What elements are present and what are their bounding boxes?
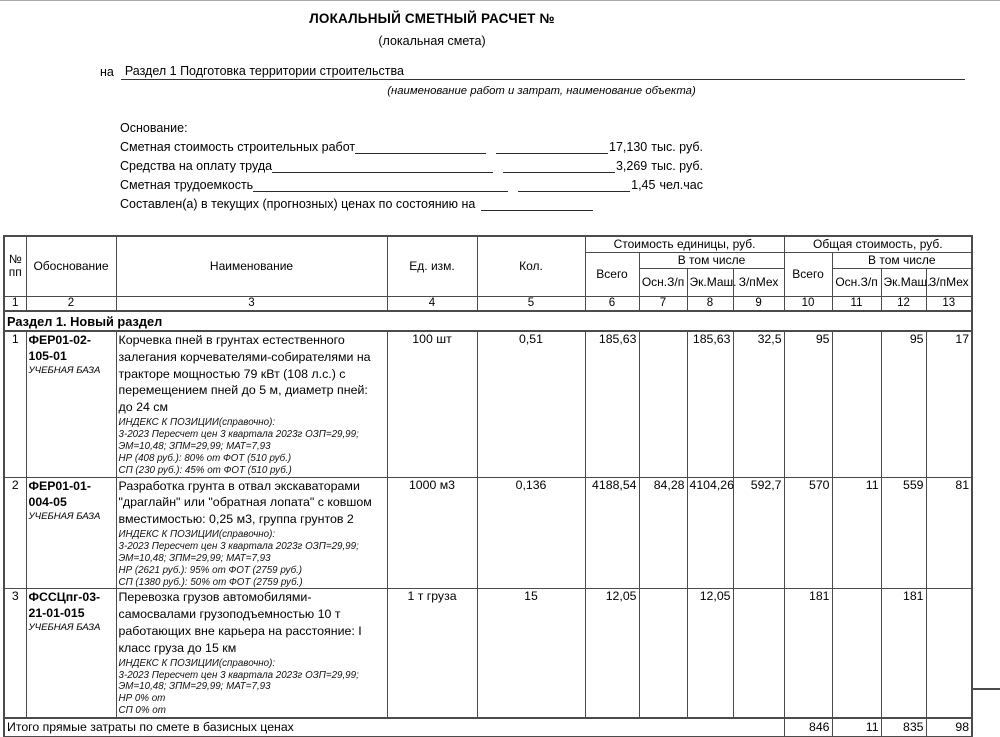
header-unit-ek-mash: Эк.Маш. — [687, 268, 733, 296]
header-unit-including: В том числе — [639, 252, 784, 268]
unit-cost-ek-mash: 185,63 — [687, 331, 733, 477]
row-name-cell — [116, 589, 387, 718]
underline-blank — [355, 138, 486, 154]
col-number: 13 — [926, 296, 972, 311]
row-number: 1 — [4, 331, 26, 477]
totals-osn-zp: 11 — [832, 718, 881, 736]
page-subtitle: (локальная смета) — [378, 34, 486, 48]
header-overall-ek-mash: Эк.Маш. — [881, 268, 926, 296]
col-number: 12 — [881, 296, 926, 311]
basis-line-cost — [120, 138, 703, 157]
unit-cost-osn-zp — [639, 331, 687, 477]
table-row — [4, 477, 972, 589]
basis-value: 17,130 — [609, 140, 648, 154]
unit-cost-ek-mash: 4104,26 — [687, 477, 733, 589]
total-cost-total: 570 — [784, 477, 832, 589]
basis-label: Составлен(а) в текущих (прогнозных) ценах по состоянию на — [120, 197, 476, 211]
unit-cost-zp-mekh: 592,7 — [733, 477, 784, 589]
col-number: 6 — [585, 296, 639, 311]
index-note: ИНДЕКС К ПОЗИЦИИ(справочно): — [118, 528, 276, 540]
totals-total: 846 — [784, 718, 832, 736]
row-number: 3 — [4, 589, 26, 718]
header-unit-osn-zp: Осн.З/п — [639, 268, 687, 296]
underline-blank — [481, 195, 593, 211]
unit-cost-zp-mekh: 32,5 — [733, 331, 784, 477]
object-row — [100, 64, 965, 80]
row-code: ФЕР01-02-105-01 — [28, 333, 91, 363]
unit-cost-ek-mash: 12,05 — [687, 589, 733, 718]
unit-cost-total: 12,05 — [585, 589, 639, 718]
basis-line-labor-pay — [120, 157, 703, 176]
basis-label: Сметная стоимость строительных работ — [120, 140, 356, 154]
unit-cost-osn-zp — [639, 589, 687, 718]
total-cost-total: 95 — [784, 331, 832, 477]
sp-note: СП (1380 руб.): 50% от ФОТ (2759 руб.) — [118, 576, 303, 588]
basis-unit: тыс. руб. — [651, 140, 703, 154]
basis-value: 3,269 — [615, 159, 648, 173]
underline-blank — [253, 176, 508, 192]
basis-unit: тыс. руб. — [651, 159, 703, 173]
table-row — [4, 589, 972, 718]
recalc-note: 3-2023 Пересчет цен 3 квартала 2023г ОЗП=29,99; ЭМ=10,48; ЗПМ=29,99; МАТ=7,93 — [118, 669, 359, 693]
col-number: 10 — [784, 296, 832, 311]
total-cost-osn-zp — [832, 331, 881, 477]
index-note: ИНДЕКС К ПОЗИЦИИ(справочно): — [118, 657, 276, 669]
recalc-note: 3-2023 Пересчет цен 3 квартала 2023г ОЗП=29,99; ЭМ=10,48; ЗПМ=29,99; МАТ=7,93 — [118, 540, 359, 564]
work-name: Перевозка грузов автомобилями-самосвалами грузоподъемностью 10 т работающих вне карьера на расстояние: I класс груза до 15 км — [118, 590, 362, 655]
col-number: 2 — [26, 296, 116, 311]
basis-value: 1,45 — [631, 178, 656, 192]
header-unit-total: Всего — [585, 252, 639, 296]
nr-note: НР (2621 руб.): 95% от ФОТ (2759 руб.) — [118, 564, 303, 576]
total-cost-ek-mash: 95 — [881, 331, 926, 477]
basis-label: Средства на оплату труда — [120, 159, 273, 173]
basis-line-compiled-date — [120, 195, 703, 214]
unit-cell: 100 шт — [387, 331, 477, 477]
header-col-qty: Кол. — [477, 236, 585, 296]
col-number: 5 — [477, 296, 585, 311]
header-col-unit: Ед. изм. — [387, 236, 477, 296]
row-number: 2 — [4, 477, 26, 589]
unit-cell: 1000 м3 — [387, 477, 477, 589]
sp-note: СП (230 руб.): 45% от ФОТ (510 руб.) — [118, 464, 292, 476]
table-row — [4, 331, 972, 477]
col-number: 3 — [116, 296, 387, 311]
row-code-note: УЧЕБНАЯ БАЗА — [28, 622, 101, 634]
page-title: ЛОКАЛЬНЫЙ СМЕТНЫЙ РАСЧЕТ № — [309, 11, 555, 26]
unit-cost-osn-zp: 84,28 — [639, 477, 687, 589]
row-name-cell — [116, 331, 387, 477]
object-name: Раздел 1 Подготовка территории строительства — [121, 64, 965, 80]
basis-line-labor-intensity — [120, 176, 703, 195]
column-numbers-row — [4, 296, 972, 311]
header-overall-including: В том числе — [832, 252, 972, 268]
work-name: Корчевка пней в грунтах естественного залегания корчевателями-собирателями на тракторе мощностью 79 кВт (108 л.с.) с перемещением пней до 5 м, диаметр пней: до 24 см — [118, 333, 371, 415]
total-cost-zp-mekh — [926, 589, 972, 718]
totals-ek-mash: 835 — [881, 718, 926, 736]
nr-note: НР 0% от — [118, 693, 166, 705]
recalc-note: 3-2023 Пересчет цен 3 квартала 2023г ОЗП=29,99; ЭМ=10,48; ЗПМ=29,99; МАТ=7,93 — [118, 428, 359, 452]
underline-blank — [503, 157, 615, 173]
total-cost-osn-zp: 11 — [832, 477, 881, 589]
row-name-cell — [116, 477, 387, 589]
row-justification — [26, 589, 116, 718]
totals-label-cell — [4, 718, 784, 736]
total-cost-ek-mash: 559 — [881, 477, 926, 589]
object-caption: (наименование работ и затрат, наименование объекта) — [387, 85, 696, 97]
unit-cost-total: 185,63 — [585, 331, 639, 477]
header-overall-zp-mekh: З/пМех — [926, 268, 972, 296]
estimate-table — [3, 235, 973, 737]
header-col-no: № пп — [4, 236, 26, 296]
underline-blank — [496, 138, 608, 154]
header-col-name: Наименование — [116, 236, 387, 296]
unit-cost-total: 4188,54 — [585, 477, 639, 589]
header-col-justification: Обоснование — [26, 236, 116, 296]
basis-label: Сметная трудоемкость — [120, 178, 254, 192]
row-code: ФЕР01-01-004-05 — [28, 478, 91, 509]
row-code-note: УЧЕБНАЯ БАЗА — [28, 510, 101, 522]
totals-rule-extension — [973, 688, 1000, 690]
header-total-cost-group: Общая стоимость, руб. — [784, 236, 972, 252]
total-cost-ek-mash: 181 — [881, 589, 926, 718]
row-justification — [26, 477, 116, 589]
underline-blank — [518, 176, 630, 192]
col-number: 9 — [733, 296, 784, 311]
section-title: Раздел 1. Новый раздел — [4, 311, 972, 331]
header-unit-zp-mekh: З/пМех — [733, 268, 784, 296]
basis-block — [120, 119, 703, 214]
totals-label: Итого прямые затраты по смете в базисных ценах — [7, 720, 294, 735]
total-cost-zp-mekh: 81 — [926, 477, 972, 589]
sp-note: СП 0% от — [118, 705, 166, 717]
col-number: 11 — [832, 296, 881, 311]
col-number: 4 — [387, 296, 477, 311]
index-note: ИНДЕКС К ПОЗИЦИИ(справочно): — [118, 416, 276, 428]
qty-cell: 0,51 — [477, 331, 585, 477]
basis-unit: чел.час — [659, 178, 703, 192]
unit-cost-zp-mekh — [733, 589, 784, 718]
totals-zp-mekh: 98 — [926, 718, 972, 736]
col-number: 8 — [687, 296, 733, 311]
header-overall-osn-zp: Осн.З/п — [832, 268, 881, 296]
col-number: 1 — [4, 296, 26, 311]
col-number: 7 — [639, 296, 687, 311]
header-unit-cost-group: Стоимость единицы, руб. — [585, 236, 784, 252]
qty-cell: 0,136 — [477, 477, 585, 589]
row-code-note: УЧЕБНАЯ БАЗА — [28, 365, 101, 376]
total-cost-zp-mekh: 17 — [926, 331, 972, 477]
total-cost-total: 181 — [784, 589, 832, 718]
header-overall-total: Всего — [784, 252, 832, 296]
row-code: ФССЦпг-03-21-01-015 — [28, 590, 101, 621]
basis-heading: Основание: — [120, 121, 188, 135]
work-name: Разработка грунта в отвал экскаваторами "драглайн" или "обратная лопата" с ковшом вместимостью: 0,25 м3, группа грунтов 2 — [118, 478, 372, 527]
row-justification — [26, 331, 116, 477]
total-cost-osn-zp — [832, 589, 881, 718]
object-na-label: на — [100, 65, 114, 79]
unit-cell: 1 т груза — [387, 589, 477, 718]
nr-note: НР (408 руб.): 80% от ФОТ (510 руб.) — [118, 452, 292, 464]
qty-cell: 15 — [477, 589, 585, 718]
totals-row — [4, 718, 972, 736]
underline-blank — [272, 157, 493, 173]
